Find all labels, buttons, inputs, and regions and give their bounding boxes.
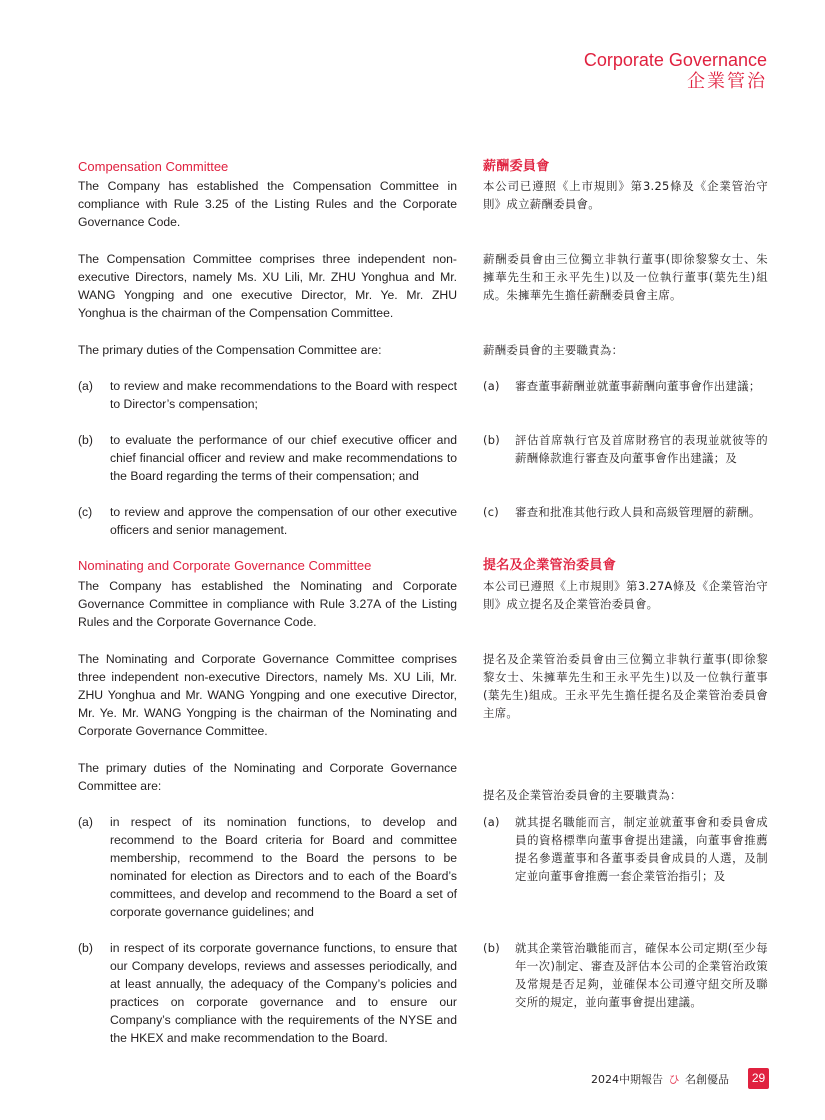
duty-text: in respect of its corporate governance functions, to ensure that our Company develops, reviews and assesses periodically, and at least annually, the adequacy of the Company’s policies and practices on corporate governance and to ensure our Company’s compliance with the requirements of the NYSE and the HKEX and make recommendation to the Board. [110, 941, 457, 1045]
nominating-duties-intro-zh: 提名及企業管治委員會的主要職責為： [483, 788, 682, 802]
nominating-heading-en: Nominating and Corporate Governance Committee [78, 558, 372, 573]
footer-report-brand [591, 1071, 729, 1087]
compensation-duties-intro-zh: 薪酬委員會的主要職責為： [483, 343, 624, 357]
duty-label: (a) [78, 379, 93, 393]
compensation-duties-intro-en: The primary duties of the Compensation Committee are: [78, 343, 382, 357]
footer-report-name: 2024中期報告 [591, 1073, 663, 1086]
duty-text: to evaluate the performance of our chief executive officer and chief financial officer and review and make recommendations to the Board regarding the terms of their compensation; and [110, 433, 457, 483]
header-title-zh: 企業管治 [687, 71, 767, 92]
compensation-heading-en: Compensation Committee [78, 159, 229, 174]
duty-label: (c) [78, 505, 93, 519]
duty-label: (b) [483, 941, 501, 955]
duty-text: 審查董事薪酬並就董事薪酬向董事會作出建議； [515, 379, 761, 393]
nominating-intro-en: The Company has established the Nominating and Corporate Governance Committee in compliance with Rule 3.27A of the Listing Rules and the Corporate Governance Code. [78, 579, 457, 629]
duty-text: in respect of its nomination functions, to develop and recommend to the Board criteria for Board and committee membership, recommend to the Board the persons to be nominated for election as Directors and to each of the Board’s committees, and develop and recommend to the Board a set of corporate governance guidelines; and [110, 815, 457, 919]
duty-label: (c) [483, 505, 500, 519]
nominating-members-zh: 提名及企業管治委員會由三位獨立非執行董事(即徐黎黎女士、朱擁華先生和王永平先生)以及一位執行董事(葉先生)組成。王永平先生擔任提名及企業管治委員會主席。 [483, 652, 768, 720]
duty-label: (a) [483, 379, 500, 393]
duty-label: (b) [483, 433, 501, 447]
duty-text: 就其提名職能而言，制定並就董事會和委員會成員的資格標準向董事會提出建議，向董事會推薦提名參選董事和各董事委員會成員的人選，及制定並向董事會推薦一套企業管治指引；及 [515, 815, 768, 883]
nominating-intro-zh: 本公司已遵照《上市規則》第3.27A條及《企業管治守則》成立提名及企業管治委員會。 [483, 579, 768, 611]
compensation-members-zh: 薪酬委員會由三位獨立非執行董事(即徐黎黎女士、朱擁華先生和王永平先生)以及一位執行董事(葉先生)組成。朱擁華先生擔任薪酬委員會主席。 [483, 252, 768, 302]
compensation-intro-en: The Company has established the Compensation Committee in compliance with Rule 3.25 of the Listing Rules and the Corporate Governance Code. [78, 179, 457, 229]
page-number: 29 [748, 1068, 769, 1089]
brand-logo-icon: ひ [668, 1073, 680, 1086]
duty-label: (b) [78, 433, 93, 447]
compensation-intro-zh: 本公司已遵照《上市規則》第3.25條及《企業管治守則》成立薪酬委員會。 [483, 179, 768, 211]
compensation-members-en: The Compensation Committee comprises three independent non-executive Directors, namely Ms. XU Lili, Mr. ZHU Yonghua and Mr. WANG Yongping and one executive Director, Mr. Ye. Mr. ZHU Yonghua is the chairman of the Compensation Committee. [78, 252, 457, 320]
nominating-duties-intro-en: The primary duties of the Nominating and Corporate Governance Committee are: [78, 761, 457, 793]
compensation-heading-zh: 薪酬委員會 [483, 159, 550, 174]
duty-text: to review and make recommendations to the Board with respect to Director’s compensation; [110, 379, 457, 411]
duty-label: (a) [483, 815, 500, 829]
nominating-members-en: The Nominating and Corporate Governance Committee comprises three independent non-executive Directors, namely Ms. XU Lili, Mr. ZHU Yonghua and Mr. WANG Yongping and one executive Director, Mr. Ye. Mr. WANG Yongping is the chairman of the Nominating and Corporate Governance Committee. [78, 652, 457, 738]
duty-text: 審查和批准其他行政人員和高級管理層的薪酬。 [515, 505, 761, 519]
nominating-heading-zh: 提名及企業管治委員會 [483, 558, 617, 573]
footer-brand-name: 名創優品 [685, 1073, 729, 1086]
duty-text: to review and approve the compensation of our other executive officers and senior management. [110, 505, 457, 537]
duty-label: (b) [78, 941, 93, 955]
duty-text: 就其企業管治職能而言，確保本公司定期(至少每年一次)制定、審查及評估本公司的企業管治政策及常規是否足夠，並確保本公司遵守紐交所及聯交所的規定，並向董事會提出建議。 [515, 941, 768, 1009]
duty-text: 評估首席執行官及首席財務官的表現並就彼等的薪酬條款進行審查及向董事會作出建議；及 [515, 433, 768, 465]
duty-label: (a) [78, 815, 93, 829]
header-title-en: Corporate Governance [583, 50, 767, 70]
